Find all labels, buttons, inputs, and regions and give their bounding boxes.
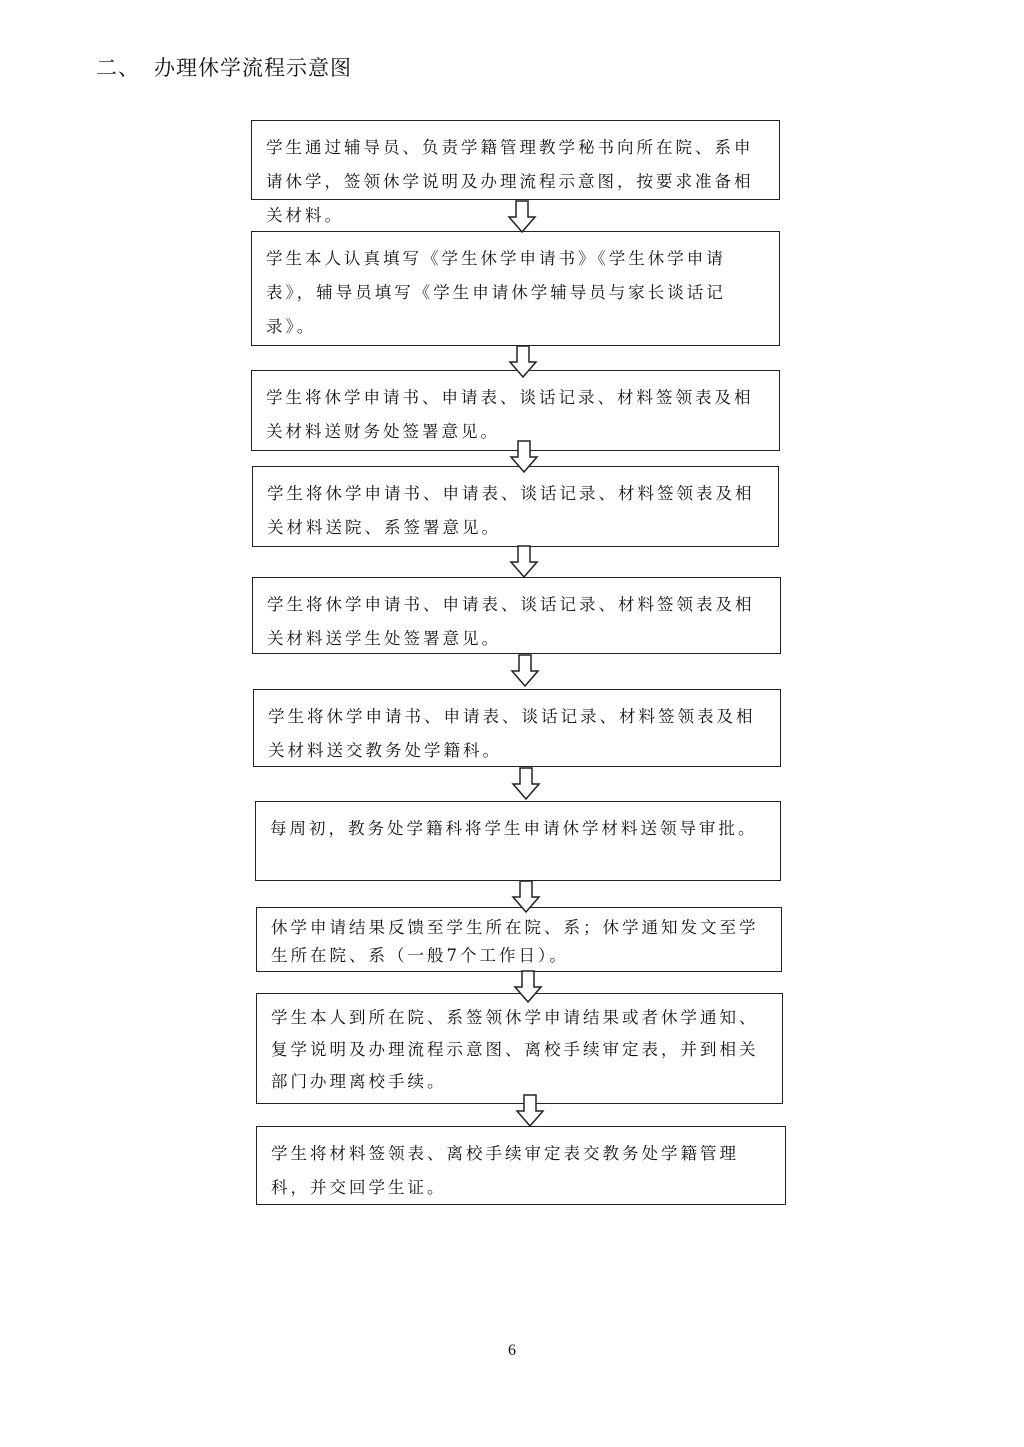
- flow-step-6: 学生将休学申请书、申请表、谈话记录、材料签领表及相关材料送交教务处学籍科。: [253, 689, 781, 767]
- down-arrow-icon: [509, 440, 539, 474]
- down-arrow-icon: [511, 767, 541, 801]
- flow-step-10: 学生将材料签领表、离校手续审定表交教务处学籍管理科，并交回学生证。: [256, 1126, 786, 1205]
- down-arrow-icon: [511, 880, 541, 914]
- down-arrow-icon: [508, 345, 538, 379]
- down-arrow-icon: [509, 545, 539, 579]
- flow-step-2: 学生本人认真填写《学生休学申请书》《学生休学申请表》，辅导员填写《学生申请休学辅导员与家长谈话记录》。: [251, 231, 780, 346]
- flow-step-1: 学生通过辅导员、负责学籍管理教学秘书向所在院、系申请休学，签领休学说明及办理流程示意图，按要求准备相关材料。: [251, 120, 780, 200]
- down-arrow-icon: [515, 1094, 545, 1128]
- page-number: 6: [508, 1342, 516, 1359]
- flow-step-3: 学生将休学申请书、申请表、谈话记录、材料签领表及相关材料送财务处签署意见。: [251, 370, 780, 451]
- section-title: 办理休学流程示意图: [154, 56, 352, 80]
- flow-step-7: 每周初，教务处学籍科将学生申请休学材料送领导审批。: [255, 801, 781, 881]
- flow-step-8: 休学申请结果反馈至学生所在院、系；休学通知发文至学生所在院、系（一般7个工作日）。: [256, 907, 782, 972]
- down-arrow-icon: [513, 970, 543, 1004]
- down-arrow-icon: [507, 200, 537, 234]
- section-heading: [96, 52, 352, 82]
- flow-step-4: 学生将休学申请书、申请表、谈话记录、材料签领表及相关材料送院、系签署意见。: [252, 466, 779, 547]
- section-number: 二、: [96, 56, 140, 80]
- flow-step-5: 学生将休学申请书、申请表、谈话记录、材料签领表及相关材料送学生处签署意见。: [252, 577, 781, 654]
- down-arrow-icon: [510, 654, 540, 688]
- flow-step-9: 学生本人到所在院、系签领休学申请结果或者休学通知、复学说明及办理流程示意图、离校手续审定表，并到相关部门办理离校手续。: [256, 993, 783, 1104]
